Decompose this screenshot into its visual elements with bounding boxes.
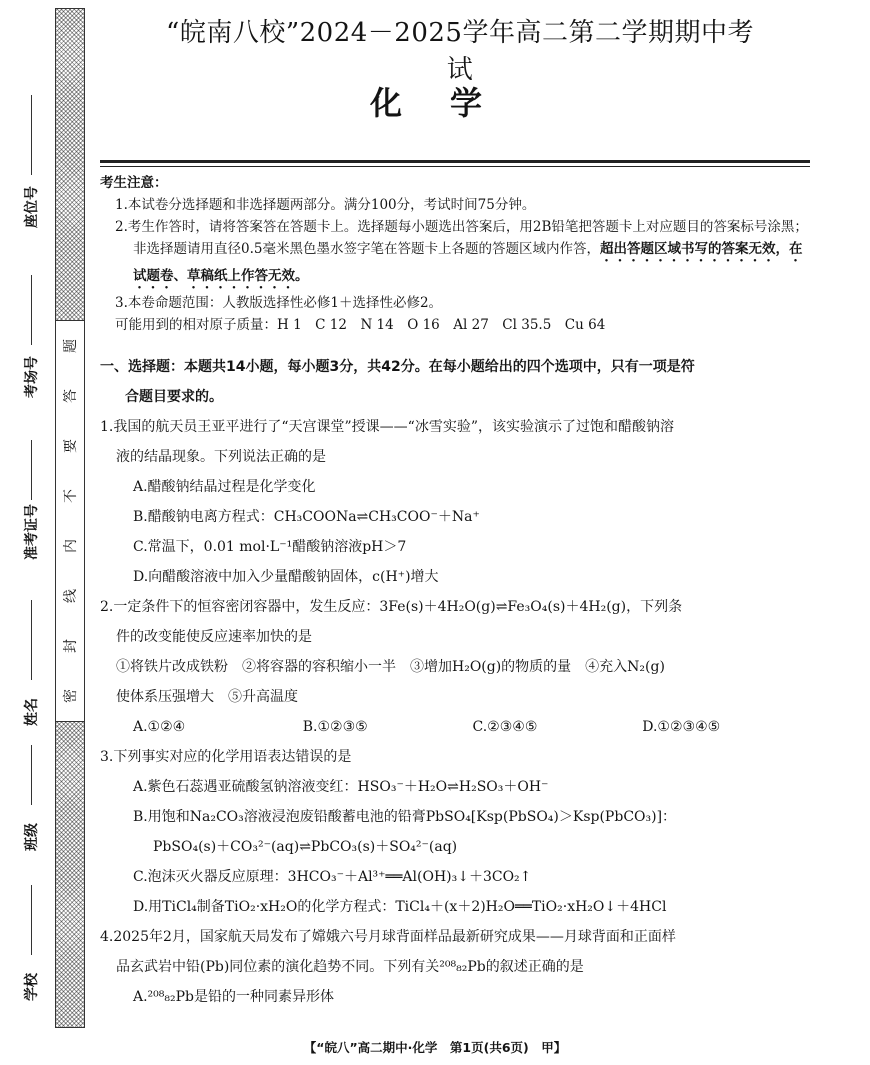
binding-margin xyxy=(0,0,100,1065)
exam-notice xyxy=(100,172,810,336)
exam-room-field xyxy=(14,275,48,409)
field-label: 考场号 xyxy=(24,356,40,398)
option-b: B.用饱和Na₂CO₃溶液浸泡废铅酸蓄电池的铅膏PbSO₄[Ksp(PbSO₄)＞Ksp(PbCO₃)]： xyxy=(133,809,677,825)
header-rule-thin xyxy=(100,166,810,167)
option-d: D.①②③④⑤ xyxy=(642,719,721,735)
option-b: B.①②③⑤ xyxy=(302,719,368,735)
notice-item-2 xyxy=(100,216,810,292)
question-stem: 3.下列事实对应的化学用语表达错误的是 xyxy=(100,749,352,765)
page-footer: 【“皖八”高二期中·化学 第1页(共6页) 甲】 xyxy=(303,1040,567,1055)
question-stem-cont: 液的结晶现象。下列说法正确的是 xyxy=(116,449,326,465)
field-line xyxy=(31,885,32,955)
field-label: 座位号 xyxy=(24,186,40,228)
question-4 xyxy=(100,922,812,1012)
question-1 xyxy=(100,412,812,592)
section-heading-line-2: 合题目要求的。 xyxy=(125,389,223,405)
field-line xyxy=(31,440,32,500)
field-label: 学校 xyxy=(24,973,40,1001)
seat-number-field xyxy=(14,95,48,239)
option-d: D.用TiCl₄制备TiO₂·xH₂O的化学方程式：TiCl₄＋(x＋2)H₂O══TiO₂·xH₂O↓＋4HCl xyxy=(133,899,667,915)
question-3 xyxy=(100,742,812,922)
option-a: A.²⁰⁸₈₂Pb是铅的一种同素异形体 xyxy=(133,989,335,1005)
admission-number-field xyxy=(14,440,48,564)
seal-char: 内 xyxy=(63,539,79,553)
notice-item-2-text: 2.考生作答时，请将答案答在答题卡上。选择题每小题选出答案后，用2B铅笔把答题卡上对应题目的答案标号涂黑；非选择题请用直径0.5毫米黑色墨水签字笔在答题卡上各题的答题区域内作答， xyxy=(115,219,808,257)
question-stem-cont: 件的改变能使反应速率加快的是 xyxy=(116,629,312,645)
seal-char: 线 xyxy=(63,589,79,603)
subject-title: 化学 xyxy=(369,84,530,122)
field-label: 准考证号 xyxy=(24,504,40,560)
notice-item-3: 3.本卷命题范围：人教版选择性必修1＋选择性必修2。 xyxy=(115,295,443,311)
field-label: 班级 xyxy=(24,823,40,851)
question-2 xyxy=(100,592,812,742)
question-stem: 2.一定条件下的恒容密闭容器中，发生反应：3Fe(s)＋4H₂O(g)⇌Fe₃O₄(s)＋4H₂(g)，下列条 xyxy=(100,599,683,615)
seal-char: 密 xyxy=(63,689,79,703)
option-b-equation: PbSO₄(s)＋CO₃²⁻(aq)⇌PbCO₃(s)＋SO₄²⁻(aq) xyxy=(153,839,458,855)
option-a: A.醋酸钠结晶过程是化学变化 xyxy=(133,479,316,495)
class-field xyxy=(14,745,48,869)
question-stem: 4.2025年2月，国家航天局发布了嫦娥六号月球背面样品最新研究成果——月球背面和正面样 xyxy=(100,929,676,945)
seal-char: 题 xyxy=(63,339,79,353)
seal-char: 封 xyxy=(63,639,79,653)
option-d: D.向醋酸溶液中加入少量醋酸钠固体，c(H⁺)增大 xyxy=(133,569,439,585)
atomic-masses: 可能用到的相对原子质量：H 1 C 12 N 14 O 16 Al 27 Cl 35.5 Cu 64 xyxy=(115,317,606,333)
options-row xyxy=(100,712,812,742)
notice-heading: 考生注意： xyxy=(100,175,168,191)
seal-line-text xyxy=(56,320,84,722)
option-c: C.泡沫灭火器反应原理：3HCO₃⁻＋Al³⁺══Al(OH)₃↓＋3CO₂↑ xyxy=(133,869,532,885)
field-line xyxy=(31,95,32,175)
seal-char: 不 xyxy=(63,489,79,503)
option-a: A.紫色石蕊遇亚硫酸氢钠溶液变红：HSO₃⁻＋H₂O⇌H₂SO₃＋OH⁻ xyxy=(133,779,549,795)
name-field xyxy=(14,600,48,744)
seal-char: 要 xyxy=(63,439,79,453)
field-label: 姓名 xyxy=(24,698,40,726)
notice-item-2-emphasis: 超出答题区域书写的答案无效，在试题卷、草稿纸上作答无效。 xyxy=(133,241,803,284)
notice-item-1: 1.本试卷分选择题和非选择题两部分。满分100分，考试时间75分钟。 xyxy=(115,197,536,213)
option-c: C.②③④⑤ xyxy=(472,719,538,735)
field-line xyxy=(31,745,32,805)
questions xyxy=(100,352,812,1012)
question-stem: 1.我国的航天员王亚平进行了“天宫课堂”授课——“冰雪实验”，该实验演示了过饱和醋酸钠溶 xyxy=(100,419,674,435)
section-heading-line-1: 一、选择题：本题共14小题，每小题3分，共42分。在每小题给出的四个选项中，只有一项是符 xyxy=(100,359,695,375)
seal-char: 答 xyxy=(63,389,79,403)
exam-title: “皖南八校”2024－2025学年高二第二学期期中考试 xyxy=(166,18,754,85)
section-heading xyxy=(100,352,812,412)
field-line xyxy=(31,600,32,680)
conditions-line-2: 使体系压强增大 ⑤升高温度 xyxy=(116,689,298,705)
header-rule-thick xyxy=(100,160,810,163)
conditions-line-1: ①将铁片改成铁粉 ②将容器的容积缩小一半 ③增加H₂O(g)的物质的量 ④充入N₂(g) xyxy=(116,659,665,675)
option-a: A.①②④ xyxy=(133,719,186,735)
question-stem-cont: 品玄武岩中铅(Pb)同位素的演化趋势不同。下列有关²⁰⁸₈₂Pb的叙述正确的是 xyxy=(116,959,584,975)
field-line xyxy=(31,275,32,345)
option-c: C.常温下，0.01 mol·L⁻¹醋酸钠溶液pH＞7 xyxy=(133,539,407,555)
option-b: B.醋酸钠电离方程式：CH₃COONa⇌CH₃COO⁻＋Na⁺ xyxy=(133,509,480,525)
school-field xyxy=(14,885,48,1019)
